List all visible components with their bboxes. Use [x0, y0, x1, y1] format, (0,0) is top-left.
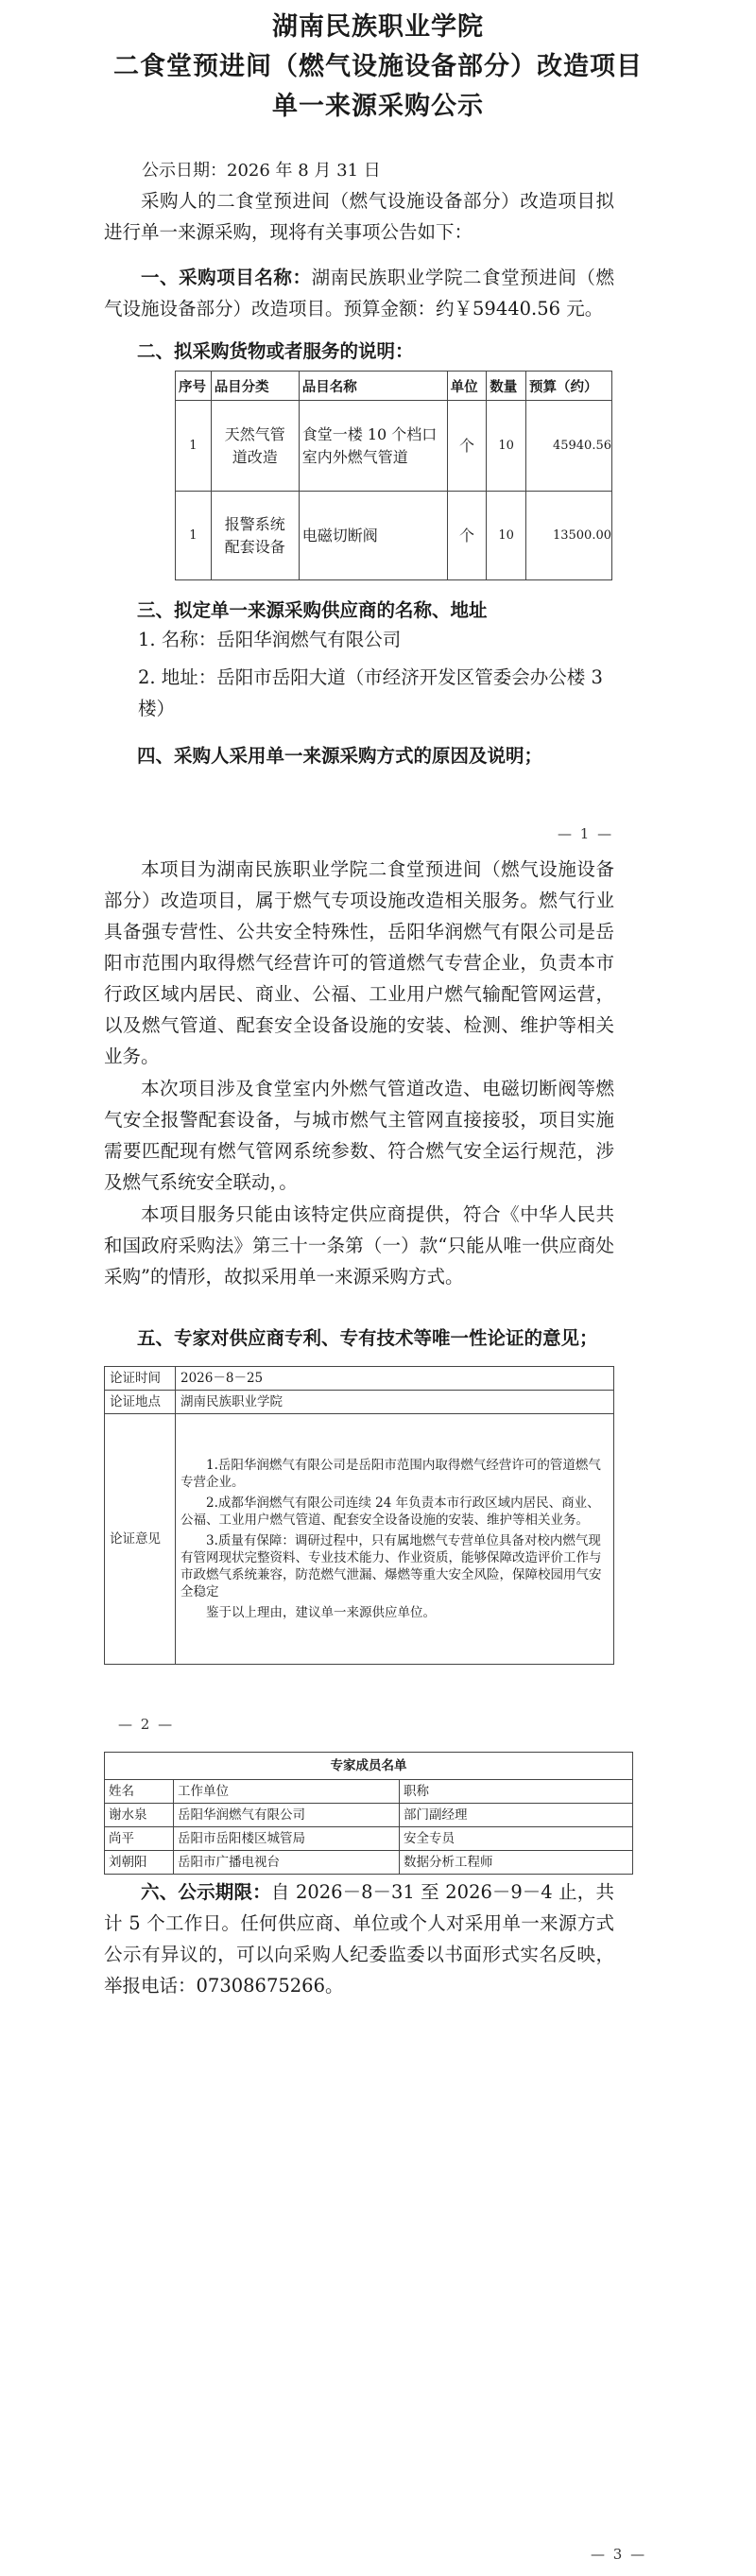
member-cell: 谢水泉 [105, 1804, 174, 1827]
expert-label: 论证意见 [105, 1414, 176, 1665]
intro-paragraph: 采购人的二食堂预进间（燃气设施设备部分）改造项目拟进行单一来源采购，现将有关事项公告如下： [104, 190, 614, 243]
page-number: — 3 — [591, 2546, 647, 2563]
expert-value: 2026－8－25 [176, 1367, 614, 1391]
section1-body: 湖南民族职业学院二食堂预进间（燃气设施设备部分）改造项目。预算金额：约￥59440.56 元。 [104, 267, 614, 320]
table-row [105, 1827, 633, 1851]
table-row [176, 401, 612, 492]
goods-table [175, 371, 612, 580]
section3-heading: 三、拟定单一来源采购供应商的名称、地址 [137, 599, 488, 621]
goods-cell: 电磁切断阀 [299, 492, 447, 580]
opinion-item: 2.成都华润燃气有限公司连续 24 年负责本市行政区域内居民、商业、公福、工业用户燃气管道、配套安全设备设施的安装、维护等相关业务。 [180, 1495, 600, 1528]
goods-header-cell: 品目分类 [211, 372, 299, 401]
member-cell: 岳阳市岳阳楼区城管局 [174, 1827, 400, 1851]
goods-cell: 食堂一楼 10 个档口室内外燃气管道 [299, 401, 447, 492]
opinion-item: 1.岳阳华润燃气有限公司是岳阳市范围内取得燃气经营许可的管道燃气专营企业。 [180, 1458, 601, 1490]
goods-cell: 报警系统配套设备 [211, 492, 299, 580]
goods-cell: 个 [447, 401, 487, 492]
member-cell: 安全专员 [400, 1827, 633, 1851]
table-row [105, 1851, 633, 1875]
goods-table-header [176, 372, 612, 401]
goods-cell: 45940.56 [525, 401, 611, 492]
table-row [105, 1367, 614, 1391]
table-row [105, 1391, 614, 1414]
opinion-item: 3.质量有保障：调研过程中，只有属地燃气专营单位具备对校内燃气现有管网现状完整资料、专业技术能力、作业资质，能够保障改造评价工作与市政燃气系统兼容，防范燃气泄漏、爆燃等重大安全风险，保障校园用气安全稳定 [180, 1533, 602, 1599]
goods-cell: 10 [487, 492, 526, 580]
section1-heading: 一、采购项目名称： [141, 267, 312, 288]
members-header [105, 1780, 633, 1804]
section5-heading: 五、专家对供应商专利、专有技术等唯一性论证的意见； [137, 1327, 598, 1349]
expert-opinion [176, 1414, 614, 1665]
member-cell: 数据分析工程师 [400, 1851, 633, 1875]
reason-paragraph-2: 本次项目涉及食堂室内外燃气管道改造、电磁切断阀等燃气安全报警配套设备，与城市燃气主管网直接接驳，项目实施需要匹配现有燃气管网系统参数、符合燃气安全运行规范，涉及燃气系统安全联动，。 [104, 1078, 614, 1193]
goods-cell: 1 [176, 401, 212, 492]
expert-value: 湖南民族职业学院 [176, 1391, 614, 1414]
section6-heading: 六、公示期限： [141, 1881, 271, 1903]
expert-opinion-table [104, 1366, 614, 1665]
table-row [176, 492, 612, 580]
goods-cell: 13500.00 [525, 492, 611, 580]
table-row [105, 1414, 614, 1665]
members-header-cell: 职称 [400, 1780, 633, 1804]
expert-members-table [104, 1752, 633, 1875]
supplier-address: 2. 地址：岳阳市岳阳大道（市经济开发区管委会办公楼 3 楼） [138, 666, 603, 719]
goods-header-cell: 单位 [447, 372, 487, 401]
supplier-name: 1. 名称：岳阳华润燃气有限公司 [138, 629, 402, 650]
member-cell: 岳阳华润燃气有限公司 [174, 1804, 400, 1827]
project-title: 二食堂预进间（燃气设施设备部分）改造项目 [113, 52, 643, 81]
page-number: — 2 — [118, 1716, 175, 1733]
member-cell: 部门副经理 [400, 1804, 633, 1827]
member-cell: 尚平 [105, 1827, 174, 1851]
section6-body: 自 2026－8－31 至 2026－9－4 止，共计 5 个工作日。任何供应商、单位或个人对采用单一来源方式公示有异议的，可以向采购人纪委监委以书面形式实名反映，举报电话：07308675266。 [104, 1881, 614, 1997]
section1-paragraph [104, 262, 614, 324]
goods-header-cell: 数量 [487, 372, 526, 401]
members-caption: 专家成员名单 [105, 1753, 633, 1780]
table-row [105, 1753, 633, 1780]
goods-cell: 个 [447, 492, 487, 580]
goods-cell: 10 [487, 401, 526, 492]
goods-header-cell: 序号 [176, 372, 212, 401]
section2-heading: 二、拟采购货物或者服务的说明： [137, 340, 414, 362]
table-row [105, 1804, 633, 1827]
expert-label: 论证地点 [105, 1391, 176, 1414]
page-number: — 1 — [558, 825, 614, 842]
member-cell: 刘朝阳 [105, 1851, 174, 1875]
members-header-cell: 姓名 [105, 1780, 174, 1804]
section4-heading: 四、采购人采用单一来源采购方式的原因及说明； [137, 745, 543, 767]
notice-title: 单一来源采购公示 [272, 92, 484, 121]
section6-paragraph [104, 1876, 614, 2001]
notice-date: 公示日期：2026 年 8 月 31 日 [142, 161, 381, 181]
member-cell: 岳阳市广播电视台 [174, 1851, 400, 1875]
goods-cell: 天然气管道改造 [211, 401, 299, 492]
goods-header-cell: 品目名称 [299, 372, 447, 401]
goods-cell: 1 [176, 492, 212, 580]
reason-paragraph-3: 本项目服务只能由该特定供应商提供，符合《中华人民共和国政府采购法》第三十一条第（一）款“只能从唯一供应商处采购”的情形，故拟采用单一来源采购方式。 [104, 1203, 614, 1288]
reason-paragraph-1: 本项目为湖南民族职业学院二食堂预进间（燃气设施设备部分）改造项目，属于燃气专项设施改造相关服务。燃气行业具备强专营性、公共安全特殊性，岳阳华润燃气有限公司是岳阳市范围内取得燃气经营许可的管道燃气专营企业，负责本市行政区域内居民、商业、公福、工业用户燃气输配管网运营，以及燃气管道、配套安全设备设施的安装、检测、维护等相关业务。 [104, 858, 614, 1067]
org-title: 湖南民族职业学院 [272, 12, 484, 42]
opinion-item: 鉴于以上理由，建议单一来源供应单位。 [206, 1605, 436, 1620]
goods-header-cell: 预算（约） [525, 372, 611, 401]
expert-label: 论证时间 [105, 1367, 176, 1391]
members-header-cell: 工作单位 [174, 1780, 400, 1804]
